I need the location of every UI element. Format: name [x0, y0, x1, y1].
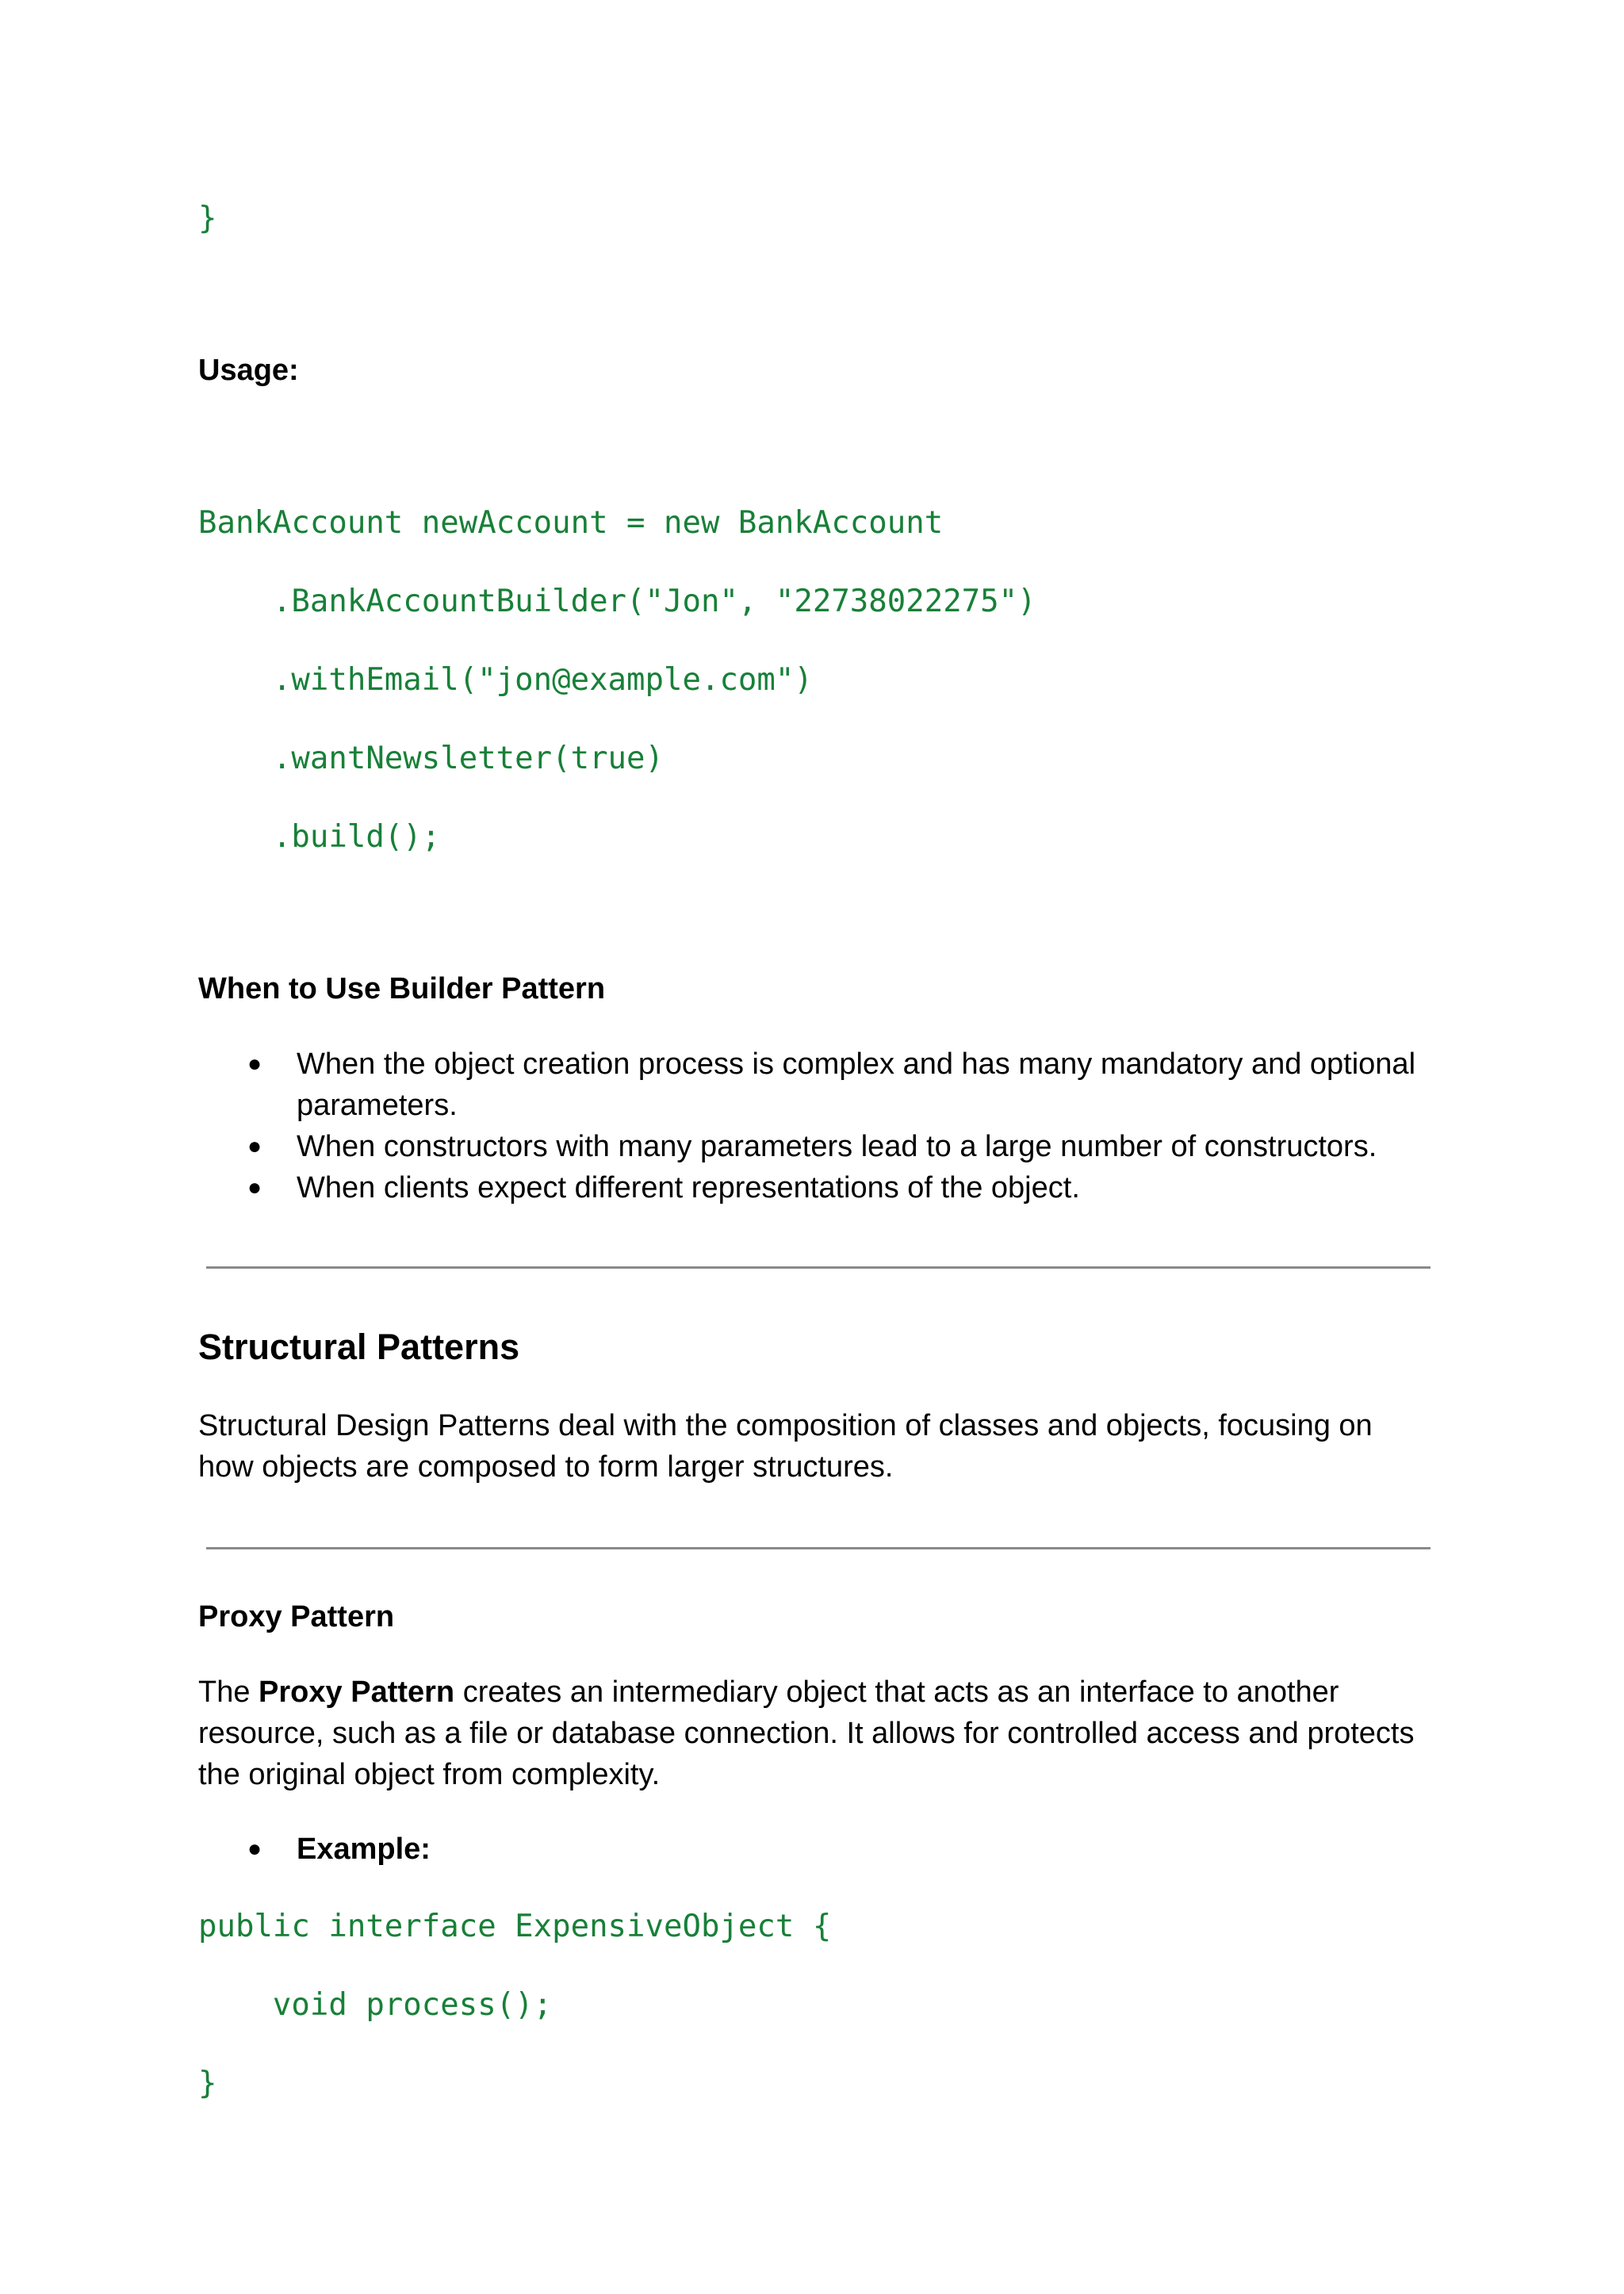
bullet-icon: ●: [247, 1133, 262, 1159]
bullet-icon: ●: [247, 1836, 262, 1862]
proxy-pattern-heading: Proxy Pattern: [198, 1600, 395, 1633]
proxy-para-bold-term: Proxy Pattern: [259, 1676, 455, 1709]
code-line: BankAccount newAccount = new BankAccount: [198, 505, 944, 541]
list-item: [198, 1044, 1435, 1126]
code-line: }: [198, 2066, 217, 2101]
list-item: [198, 1167, 1435, 1208]
list-item-text: When constructors with many parameters lead to a large number of constructors.: [297, 1130, 1377, 1163]
proxy-para-prefix: The: [198, 1676, 259, 1709]
structural-patterns-heading: Structural Patterns: [198, 1327, 520, 1367]
code-line: .build();: [198, 819, 441, 855]
list-item: [198, 1126, 1435, 1167]
code-line: .BankAccountBuilder("Jon", "22738022275"): [198, 584, 1036, 619]
code-line: void process();: [198, 1987, 553, 2023]
code-line: .withEmail("jon@example.com"): [198, 662, 813, 698]
usage-label: Usage:: [198, 354, 299, 387]
code-line: .wantNewsletter(true): [198, 741, 664, 776]
proxy-pattern-paragraph: [198, 1672, 1435, 1795]
structural-patterns-paragraph: Structural Design Patterns deal with the composition of classes and objects, focusing on how objects are composed to form larger structures.: [198, 1409, 1373, 1484]
bullet-icon: ●: [247, 1174, 262, 1201]
list-item-text: When clients expect different representations of the object.: [297, 1171, 1080, 1204]
horizontal-divider: [206, 1266, 1431, 1269]
horizontal-divider: [206, 1547, 1431, 1549]
example-label: Example:: [297, 1833, 431, 1866]
proxy-para-rest: creates an intermediary object that acts as an interface to another resource, such as a file or database connection. It allows for controlled access and protects the original object from complexity.: [198, 1676, 1415, 1791]
code-line: public interface ExpensiveObject {: [198, 1909, 832, 1944]
when-to-use-list: [198, 1044, 1435, 1208]
example-list: [198, 1829, 1435, 1870]
code-closing-brace: }: [198, 201, 217, 236]
list-item-text: When the object creation process is complex and has many mandatory and optional parameters.: [297, 1047, 1416, 1122]
list-item: [198, 1829, 1435, 1870]
bullet-icon: ●: [247, 1051, 262, 1077]
when-to-use-heading: When to Use Builder Pattern: [198, 972, 606, 1005]
